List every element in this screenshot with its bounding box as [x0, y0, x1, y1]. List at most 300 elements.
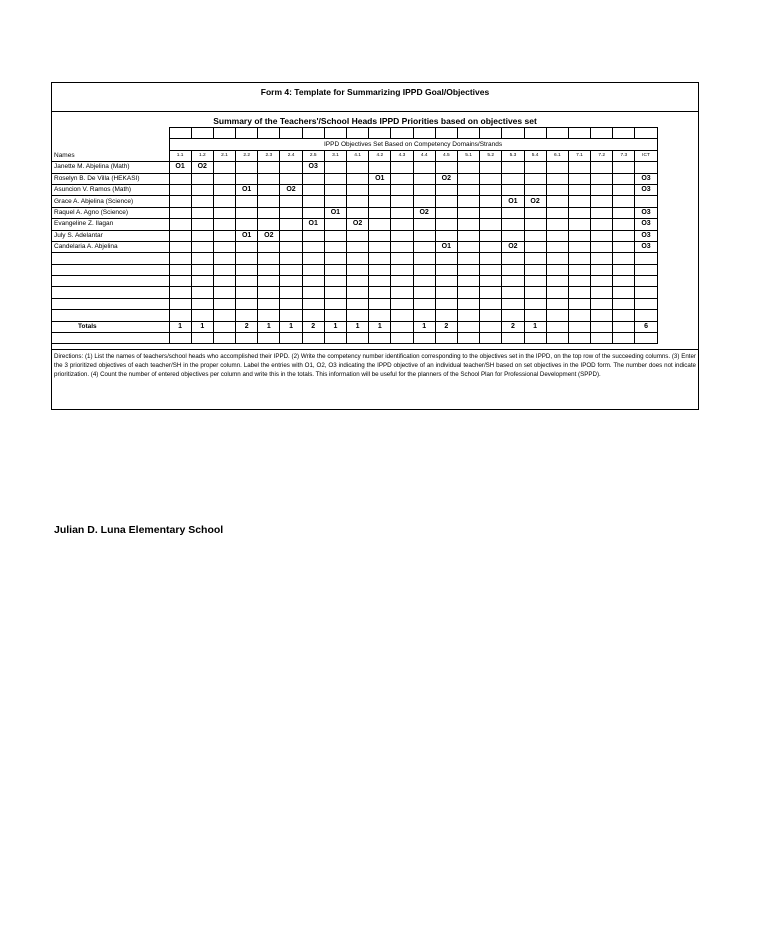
empty-cell — [302, 298, 324, 309]
competency-column-header: 4.4 — [413, 150, 435, 161]
empty-cell — [435, 287, 457, 298]
empty-cell — [236, 253, 258, 264]
empty-cell — [480, 310, 502, 321]
empty-cell — [369, 298, 391, 309]
empty-cell — [568, 298, 590, 309]
table-row — [52, 173, 657, 184]
objective-cell — [435, 162, 457, 173]
total-cell: 1 — [413, 321, 435, 332]
empty-cell — [591, 276, 613, 287]
total-cell: 2 — [435, 321, 457, 332]
empty-cell — [502, 276, 524, 287]
objective-cell — [391, 219, 413, 230]
empty-cell — [236, 298, 258, 309]
objective-cell — [302, 196, 324, 207]
objective-cell — [435, 196, 457, 207]
empty-cell — [435, 310, 457, 321]
objective-cell — [258, 173, 280, 184]
empty-cell — [591, 287, 613, 298]
empty-cell — [591, 253, 613, 264]
empty-cell — [546, 333, 568, 344]
empty-cell — [524, 264, 546, 275]
objective-cell — [369, 184, 391, 195]
empty-cell — [213, 264, 235, 275]
total-cell: 1 — [347, 321, 369, 332]
total-cell — [591, 321, 613, 332]
total-cell: 1 — [191, 321, 213, 332]
blank-header-cell — [613, 128, 635, 139]
empty-cell — [457, 298, 479, 309]
empty-cell — [347, 276, 369, 287]
objective-cell — [457, 162, 479, 173]
objective-cell: O2 — [280, 184, 302, 195]
empty-cell — [280, 264, 302, 275]
blank-header-cell — [258, 128, 280, 139]
empty-cell — [413, 253, 435, 264]
table-row — [52, 162, 657, 173]
objective-cell — [169, 196, 191, 207]
teacher-name: Evangeline Z. Ilagan — [52, 219, 169, 230]
empty-cell — [347, 264, 369, 275]
blank-header-cell — [302, 128, 324, 139]
total-cell — [613, 321, 635, 332]
objective-cell — [213, 241, 235, 252]
empty-cell — [213, 287, 235, 298]
empty-cell — [457, 310, 479, 321]
objective-cell — [191, 184, 213, 195]
empty-cell — [391, 298, 413, 309]
empty-cell — [236, 310, 258, 321]
objective-cell: O2 — [435, 173, 457, 184]
empty-cell — [613, 253, 635, 264]
competency-column-header: 4.5 — [435, 150, 457, 161]
empty-cell — [480, 333, 502, 344]
empty-cell — [502, 333, 524, 344]
objective-cell — [457, 219, 479, 230]
empty-cell — [568, 310, 590, 321]
teacher-name: Janette M. Abjelina (Math) — [52, 162, 169, 173]
objective-cell — [280, 196, 302, 207]
empty-cell — [613, 287, 635, 298]
empty-cell — [169, 310, 191, 321]
objective-cell — [213, 184, 235, 195]
objective-cell — [546, 219, 568, 230]
objective-cell — [347, 196, 369, 207]
empty-cell — [413, 287, 435, 298]
blank-name-cell — [52, 139, 169, 150]
objective-cell — [413, 173, 435, 184]
empty-cell — [502, 287, 524, 298]
objective-cell — [213, 230, 235, 241]
empty-cell — [524, 253, 546, 264]
totals-label: Totals — [52, 321, 169, 332]
objective-cell — [280, 207, 302, 218]
objective-cell: O2 — [524, 196, 546, 207]
empty-cell — [391, 287, 413, 298]
blank-header-cell — [591, 128, 613, 139]
objective-cell — [524, 162, 546, 173]
objective-cell — [369, 219, 391, 230]
empty-cell — [258, 287, 280, 298]
empty-cell — [280, 287, 302, 298]
objective-cell — [613, 196, 635, 207]
empty-row — [52, 298, 657, 309]
objective-cell: O3 — [635, 173, 657, 184]
empty-cell — [568, 264, 590, 275]
objective-cell — [457, 241, 479, 252]
objective-cell — [169, 184, 191, 195]
empty-cell — [457, 287, 479, 298]
empty-cell — [213, 276, 235, 287]
empty-cell — [369, 253, 391, 264]
blank-header-cell — [457, 128, 479, 139]
objective-cell: O1 — [236, 230, 258, 241]
objective-cell: O3 — [635, 207, 657, 218]
objective-cell — [502, 162, 524, 173]
empty-cell — [613, 276, 635, 287]
empty-cell — [213, 253, 235, 264]
objective-cell — [502, 207, 524, 218]
empty-cell — [369, 333, 391, 344]
empty-cell — [591, 298, 613, 309]
empty-cell — [524, 276, 546, 287]
table-row — [52, 241, 657, 252]
empty-cell — [413, 264, 435, 275]
empty-row — [52, 310, 657, 321]
table-row — [52, 219, 657, 230]
objective-cell — [524, 241, 546, 252]
objective-cell: O2 — [258, 230, 280, 241]
objective-cell — [213, 219, 235, 230]
empty-cell — [413, 276, 435, 287]
form-title: Form 4: Template for Summarizing IPPD Goal/Objectives — [52, 83, 698, 112]
objective-cell — [213, 207, 235, 218]
objective-cell — [435, 230, 457, 241]
objective-cell — [546, 173, 568, 184]
objective-cell — [213, 196, 235, 207]
objective-cell — [369, 230, 391, 241]
objective-cell — [169, 173, 191, 184]
competency-column-header: 7.2 — [591, 150, 613, 161]
objectives-table — [52, 127, 658, 344]
empty-cell — [191, 253, 213, 264]
objective-cell — [568, 184, 590, 195]
empty-cell — [435, 276, 457, 287]
empty-cell — [413, 298, 435, 309]
empty-cell — [413, 310, 435, 321]
objective-cell — [502, 219, 524, 230]
objective-cell — [236, 196, 258, 207]
objective-cell — [591, 196, 613, 207]
empty-cell — [347, 333, 369, 344]
objective-cell — [324, 162, 346, 173]
objective-cell — [324, 173, 346, 184]
empty-cell — [524, 333, 546, 344]
blank-header-cell — [568, 128, 590, 139]
empty-cell — [191, 276, 213, 287]
objective-cell — [280, 241, 302, 252]
objective-cell — [347, 162, 369, 173]
empty-name-cell — [52, 298, 169, 309]
objective-cell — [413, 196, 435, 207]
objective-cell — [302, 207, 324, 218]
empty-cell — [258, 333, 280, 344]
objective-cell: O3 — [635, 230, 657, 241]
total-cell: 2 — [302, 321, 324, 332]
blank-header-cell — [480, 128, 502, 139]
blank-header-cell — [169, 128, 191, 139]
empty-cell — [302, 333, 324, 344]
empty-cell — [391, 264, 413, 275]
objective-cell: O1 — [369, 173, 391, 184]
empty-cell — [280, 276, 302, 287]
objective-cell — [413, 219, 435, 230]
objective-cell — [302, 184, 324, 195]
empty-cell — [169, 276, 191, 287]
competency-column-header: 7.1 — [568, 150, 590, 161]
ippd-summary-form — [51, 82, 699, 410]
empty-cell — [546, 264, 568, 275]
objective-cell — [435, 184, 457, 195]
empty-cell — [169, 264, 191, 275]
school-name: Julian D. Luna Elementary School — [54, 524, 224, 536]
blank-header-cell — [391, 128, 413, 139]
objective-cell: O3 — [635, 219, 657, 230]
empty-cell — [302, 310, 324, 321]
objective-cell: O1 — [302, 219, 324, 230]
empty-cell — [324, 298, 346, 309]
objective-cell — [302, 230, 324, 241]
empty-cell — [324, 310, 346, 321]
blank-name-cell — [52, 128, 169, 139]
objective-cell — [546, 184, 568, 195]
objective-cell — [347, 173, 369, 184]
objective-cell — [413, 241, 435, 252]
blank-header-cell — [524, 128, 546, 139]
objective-cell — [391, 184, 413, 195]
objective-cell — [391, 173, 413, 184]
empty-cell — [391, 310, 413, 321]
teacher-name: Candelaria A. Abjelina — [52, 241, 169, 252]
competency-column-header: 2.3 — [258, 150, 280, 161]
objective-cell — [369, 162, 391, 173]
empty-cell — [502, 264, 524, 275]
objective-cell: O1 — [169, 162, 191, 173]
empty-cell — [635, 253, 657, 264]
ippd-header: IPPD Objectives Set Based on Competency Domains/Strands — [169, 139, 657, 150]
empty-cell — [258, 253, 280, 264]
objective-cell — [169, 241, 191, 252]
teacher-name: Raquel A. Agno (Science) — [52, 207, 169, 218]
empty-cell — [457, 264, 479, 275]
total-cell — [213, 321, 235, 332]
empty-cell — [480, 264, 502, 275]
objective-cell — [324, 230, 346, 241]
table-row — [52, 230, 657, 241]
empty-cell — [258, 276, 280, 287]
empty-cell — [635, 333, 657, 344]
table-row — [52, 184, 657, 195]
empty-cell — [635, 276, 657, 287]
empty-cell — [502, 253, 524, 264]
total-cell — [457, 321, 479, 332]
empty-cell — [391, 276, 413, 287]
empty-cell — [324, 253, 346, 264]
objective-cell — [591, 230, 613, 241]
objective-cell: O1 — [435, 241, 457, 252]
empty-cell — [280, 253, 302, 264]
objective-cell — [413, 184, 435, 195]
empty-cell — [435, 264, 457, 275]
objective-cell — [568, 219, 590, 230]
blank-header-cell — [635, 128, 657, 139]
objective-cell — [435, 207, 457, 218]
competency-column-header: 4.2 — [369, 150, 391, 161]
objective-cell: O2 — [191, 162, 213, 173]
empty-cell — [435, 253, 457, 264]
empty-cell — [169, 298, 191, 309]
empty-cell — [546, 276, 568, 287]
empty-name-cell — [52, 264, 169, 275]
competency-column-header: 2.4 — [280, 150, 302, 161]
objective-cell — [546, 207, 568, 218]
objective-cell — [280, 219, 302, 230]
objective-cell — [324, 196, 346, 207]
empty-cell — [191, 333, 213, 344]
objective-cell — [302, 173, 324, 184]
empty-cell — [591, 333, 613, 344]
empty-cell — [347, 298, 369, 309]
objective-cell — [258, 184, 280, 195]
objective-cell — [480, 196, 502, 207]
empty-cell — [258, 310, 280, 321]
empty-cell — [347, 253, 369, 264]
objective-cell: O1 — [236, 184, 258, 195]
empty-cell — [613, 333, 635, 344]
objective-cell — [191, 196, 213, 207]
empty-cell — [546, 287, 568, 298]
objective-cell — [369, 207, 391, 218]
objective-cell — [524, 230, 546, 241]
empty-cell — [324, 264, 346, 275]
empty-cell — [480, 298, 502, 309]
blank-header-cell — [347, 128, 369, 139]
objective-cell — [280, 162, 302, 173]
empty-cell — [369, 287, 391, 298]
empty-name-cell — [52, 276, 169, 287]
objective-cell — [413, 230, 435, 241]
objective-cell — [613, 219, 635, 230]
blank-header-cell — [236, 128, 258, 139]
objective-cell — [524, 219, 546, 230]
empty-cell — [302, 253, 324, 264]
objective-cell — [391, 162, 413, 173]
objective-cell — [480, 162, 502, 173]
objective-cell — [435, 219, 457, 230]
objective-cell — [391, 230, 413, 241]
empty-cell — [546, 253, 568, 264]
empty-cell — [635, 264, 657, 275]
total-cell: 1 — [280, 321, 302, 332]
empty-cell — [546, 310, 568, 321]
empty-row — [52, 264, 657, 275]
objective-cell — [457, 184, 479, 195]
objective-cell — [502, 230, 524, 241]
objective-cell — [591, 207, 613, 218]
total-cell: 1 — [258, 321, 280, 332]
objective-cell: O3 — [302, 162, 324, 173]
objective-cell — [191, 173, 213, 184]
empty-cell — [191, 264, 213, 275]
empty-cell — [280, 310, 302, 321]
competency-column-header: 2.5 — [302, 150, 324, 161]
objective-cell — [391, 241, 413, 252]
empty-cell — [435, 298, 457, 309]
objective-cell — [546, 230, 568, 241]
empty-cell — [435, 333, 457, 344]
empty-cell — [613, 310, 635, 321]
competency-column-header: 7.3 — [613, 150, 635, 161]
objective-cell — [524, 173, 546, 184]
empty-cell — [213, 310, 235, 321]
empty-cell — [169, 287, 191, 298]
objective-cell — [169, 219, 191, 230]
empty-name-cell — [52, 333, 169, 344]
total-cell — [480, 321, 502, 332]
competency-column-header: 2.2 — [236, 150, 258, 161]
empty-name-cell — [52, 287, 169, 298]
directions-text: Directions: (1) List the names of teachers/school heads who accomplished their IPPD. (2) Write the competency number identification corresponding to the objectives set in the IPPD, on the top row of the succeeding columns. (3) Enter the 3 prioritized objectives of each teacher/SH in the proper column. Label the entries with O1, O2, O3 indicating the IPPD objective of an individual teacher/SH based on set objectives in the IPOD form. The number does not indicate prioritization. (4) Count the number of entered objectives per column and write this in the totals. This information will be useful for the planners of the School Plan for Professional Development (SPPD). — [52, 349, 698, 380]
summary-title: Summary of the Teachers'/School Heads IPPD Priorities based on objectives set — [213, 116, 537, 126]
empty-cell — [369, 310, 391, 321]
ippd-header-row — [52, 139, 657, 150]
objectives-grid-wrap — [52, 127, 698, 344]
objective-cell — [613, 230, 635, 241]
empty-cell — [347, 287, 369, 298]
objective-cell — [502, 184, 524, 195]
objective-cell — [191, 230, 213, 241]
objective-cell: O1 — [502, 196, 524, 207]
objective-cell: O2 — [502, 241, 524, 252]
competency-column-header: 4.1 — [347, 150, 369, 161]
empty-cell — [169, 253, 191, 264]
empty-cell — [191, 298, 213, 309]
empty-cell — [391, 333, 413, 344]
objective-cell — [568, 207, 590, 218]
total-cell: 1 — [169, 321, 191, 332]
objective-cell — [591, 173, 613, 184]
total-cell — [546, 321, 568, 332]
objective-cell — [347, 207, 369, 218]
empty-row — [52, 333, 657, 344]
competency-column-header: 5.3 — [502, 150, 524, 161]
objective-cell — [568, 196, 590, 207]
competency-column-header: ICT — [635, 150, 657, 161]
objective-cell — [591, 162, 613, 173]
empty-cell — [591, 264, 613, 275]
objective-cell — [546, 241, 568, 252]
empty-cell — [546, 298, 568, 309]
objective-cell — [302, 241, 324, 252]
empty-cell — [457, 276, 479, 287]
empty-cell — [369, 276, 391, 287]
objective-cell — [191, 207, 213, 218]
objective-cell — [324, 241, 346, 252]
objective-cell — [480, 241, 502, 252]
objective-cell — [347, 230, 369, 241]
objective-cell — [568, 230, 590, 241]
objective-cell — [236, 241, 258, 252]
